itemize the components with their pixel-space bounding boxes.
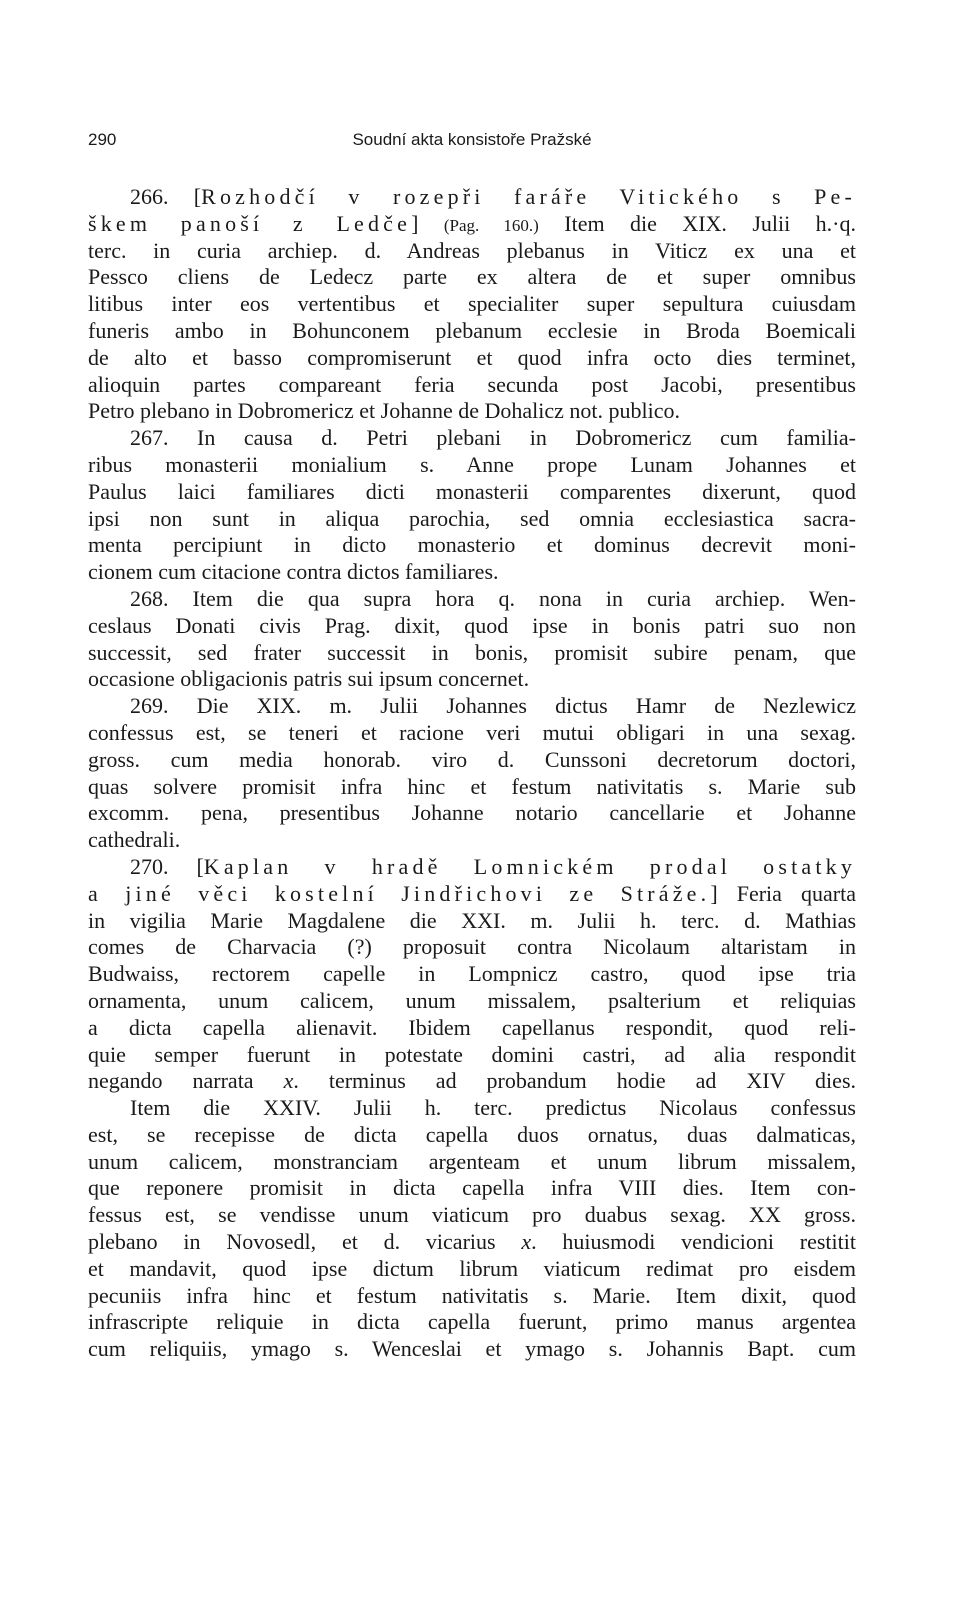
- text-line: [88, 881, 856, 908]
- text-run: cathedrali.: [88, 827, 181, 853]
- text-run: x: [283, 1068, 294, 1094]
- text-line: [88, 1283, 856, 1310]
- text-run: Item die XIX. Julii h.·q.: [538, 210, 856, 236]
- text-run: Paulus laici familiares dicti monasterii comparentes dixerunt, quod: [88, 478, 856, 504]
- page-number: 290: [88, 130, 117, 149]
- text-line: [88, 693, 856, 720]
- text-run: ceslaus Donati civis Prag. dixit, quod ipse in bonis patri suo non: [88, 612, 856, 638]
- text-line: [88, 1256, 856, 1283]
- text-run: ] Feria quarta: [710, 880, 856, 906]
- text-line: [88, 291, 856, 318]
- text-run: menta percipiunt in dicto monasterio et dominus decrevit moni-: [88, 532, 856, 558]
- text-run: funeris ambo in Bohunconem plebanum ecclesie in Broda Boemicali: [88, 317, 856, 343]
- text-line: [88, 961, 856, 988]
- text-line: [88, 934, 856, 961]
- text-run: ipsi non sunt in aliqua parochia, sed omnia ecclesiastica sacra-: [88, 505, 856, 531]
- text-line: [88, 666, 856, 693]
- text-run: occasione obligacionis patris sui ipsum concernet.: [88, 666, 530, 692]
- text-run: 270. [: [130, 853, 204, 879]
- text-line: [88, 479, 856, 506]
- text-run: est, se recepisse de dicta capella duos ornatus, duas dalmaticas,: [88, 1121, 856, 1147]
- text-line: [88, 1068, 856, 1095]
- text-run: ]: [411, 210, 444, 236]
- text-run: Budwaiss, rectorem capelle in Lompnicz castro, quod ipse tria: [88, 961, 856, 987]
- text-line: [88, 640, 856, 667]
- text-run: a dicta capella alienavit. Ibidem capellanus respondit, quod reli-: [88, 1014, 856, 1040]
- text-run: cionem cum citacione contra dictos familiares.: [88, 559, 499, 585]
- text-run: . huiusmodi vendicioni restitit: [531, 1229, 856, 1255]
- body-text: [88, 184, 856, 1363]
- text-run: que reponere promisit in dicta capella infra VIII dies. Item con-: [88, 1175, 856, 1201]
- text-line: [88, 800, 856, 827]
- text-run: successit, sed frater successit in bonis, promisit subire penam, que: [88, 639, 856, 665]
- text-run: . terminus ad probandum hodie ad XIV dies.: [293, 1068, 856, 1094]
- text-run: 269. Die XIX. m. Julii Johannes dictus Hamr de Nezlewicz: [130, 693, 856, 719]
- text-run: litibus inter eos vertentibus et specialiter super sepultura cuiusdam: [88, 291, 856, 317]
- text-line: [88, 559, 856, 586]
- text-line: [88, 908, 856, 935]
- text-run: ribus monasterii monialium s. Anne prope Lunam Johannes et: [88, 451, 856, 477]
- text-run: ornamenta, unum calicem, unum missalem, psalterium et reliquias: [88, 987, 856, 1013]
- text-run: pecuniis infra hinc et festum nativitatis s. Marie. Item dixit, quod: [88, 1282, 856, 1308]
- text-run: terc. in curia archiep. d. Andreas plebanus in Viticz ex una et: [88, 237, 856, 263]
- text-run: 267. In causa d. Petri plebani in Dobromericz cum familia-: [130, 425, 856, 451]
- text-run: 266. [: [130, 184, 202, 209]
- text-run: x: [521, 1229, 532, 1255]
- text-line: [88, 1229, 856, 1256]
- text-line: [88, 586, 856, 613]
- text-line: [88, 720, 856, 747]
- text-line: [88, 264, 856, 291]
- text-run: in vigilia Marie Magdalene die XXI. m. Julii h. terc. d. Mathias: [88, 907, 856, 933]
- text-line: [88, 747, 856, 774]
- text-line: [88, 398, 856, 425]
- text-line: [88, 345, 856, 372]
- text-run: Kaplan v hradě Lomnickém prodal ostatky: [203, 853, 856, 879]
- text-line: [88, 774, 856, 801]
- text-run: Petro plebano in Dobromericz et Johanne de Dohalicz not. publico.: [88, 398, 680, 424]
- running-title: Soudní akta konsistoře Pražské: [352, 130, 592, 149]
- text-run: infrascripte reliquie in dicta capella fuerunt, primo manus argentea: [88, 1309, 856, 1335]
- text-run: Rozhodčí v rozepři faráře Vitického s Pe-: [201, 184, 857, 209]
- text-run: alioquin partes compareant feria secunda post Jacobi, presentibus: [88, 371, 856, 397]
- text-run: unum calicem, monstranciam argenteam et unum librum missalem,: [88, 1148, 856, 1174]
- text-line: [88, 1309, 856, 1336]
- text-line: [88, 1015, 856, 1042]
- text-line: [88, 854, 856, 881]
- text-run: 268. Item die qua supra hora q. nona in curia archiep. Wen-: [130, 585, 856, 611]
- text-line: [88, 1175, 856, 1202]
- text-line: [88, 506, 856, 533]
- text-run: cum reliquiis, ymago s. Wenceslai et ymago s. Johannis Bapt. cum: [88, 1336, 856, 1362]
- text-run: comes de Charvacia (?) proposuit contra Nicolaum altaristam in: [88, 934, 856, 960]
- text-line: [88, 988, 856, 1015]
- text-run: (Pag. 160.): [443, 215, 539, 235]
- text-run: plebano in Novosedl, et d. vicarius: [88, 1229, 522, 1255]
- text-line: [88, 1149, 856, 1176]
- text-run: confessus est, se teneri et racione veri mutui obligari in una sexag.: [88, 719, 856, 745]
- text-run: quas solvere promisit infra hinc et festum nativitatis s. Marie sub: [88, 773, 856, 799]
- text-run: škem panoší z Ledče: [88, 210, 412, 236]
- text-run: gross. cum media honorab. viro d. Cunssoni decretorum doctori,: [88, 746, 856, 772]
- text-line: [88, 452, 856, 479]
- text-line: [88, 1122, 856, 1149]
- text-line: [88, 1336, 856, 1363]
- text-line: [88, 211, 856, 238]
- text-line: [88, 318, 856, 345]
- text-line: [88, 532, 856, 559]
- text-line: [88, 827, 856, 854]
- text-run: Pessco cliens de Ledecz parte ex altera de et super omnibus: [88, 264, 856, 290]
- text-run: excomm. pena, presentibus Johanne notario cancellarie et Johanne: [88, 800, 856, 826]
- text-run: fessus est, se vendisse unum viaticum pro duabus sexag. XX gross.: [88, 1202, 856, 1228]
- text-line: [88, 238, 856, 265]
- text-run: a jiné věci kostelní Jindřichovi ze Stráže.: [88, 880, 711, 906]
- text-run: et mandavit, quod ipse dictum librum viaticum redimat pro eisdem: [88, 1255, 856, 1281]
- text-line: [88, 184, 856, 211]
- text-run: negando narrata: [88, 1068, 284, 1094]
- text-run: quie semper fuerunt in potestate domini castri, ad alia respondit: [88, 1041, 856, 1067]
- text-line: [88, 425, 856, 452]
- text-line: [88, 1202, 856, 1229]
- text-line: [88, 1095, 856, 1122]
- text-run: de alto et basso compromiserunt et quod infra octo dies terminet,: [88, 344, 856, 370]
- text-run: Item die XXIV. Julii h. terc. predictus Nicolaus confessus: [130, 1095, 856, 1121]
- text-line: [88, 372, 856, 399]
- text-line: [88, 613, 856, 640]
- text-line: [88, 1042, 856, 1069]
